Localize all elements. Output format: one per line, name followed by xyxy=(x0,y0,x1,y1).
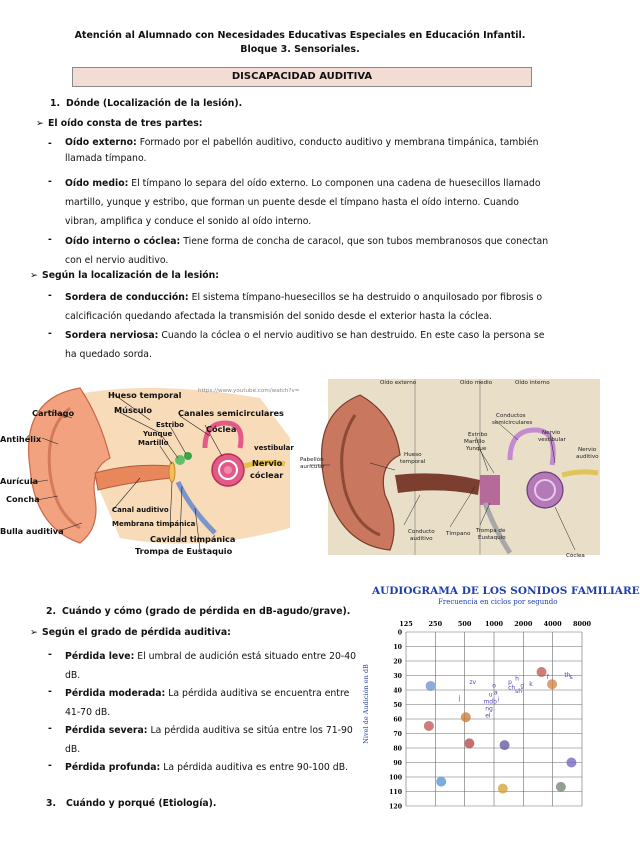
arrow-bullet-icon: ➢ xyxy=(30,270,38,281)
label-oido-externo: Oído externo xyxy=(380,380,417,386)
audiogram-y-axis-label: Nivel de Audición en dB xyxy=(361,664,370,744)
term: Oído externo: xyxy=(65,137,137,148)
label-trompa: Trompa de Eustaquio xyxy=(135,546,233,556)
list-item-perdida-profunda xyxy=(65,758,365,777)
speech-sound-label: a xyxy=(494,689,498,697)
label-estribo: Estribo xyxy=(468,432,488,438)
speech-sound-label: f xyxy=(546,673,549,681)
speech-sound-label: u xyxy=(488,691,493,699)
audiogram-grid xyxy=(370,612,600,812)
term: Oído interno o cóclea: xyxy=(65,236,181,247)
section-2-number: 2. xyxy=(46,606,57,617)
db-tick-label: 110 xyxy=(389,789,402,796)
db-tick-label: 40 xyxy=(393,687,402,695)
label-nervio: Nervio xyxy=(252,458,283,468)
speech-sound-label: th xyxy=(564,672,571,680)
speech-sound-label: g xyxy=(520,682,525,690)
db-tick-label: 70 xyxy=(393,731,402,738)
text: calcificación quedando afectada la transmisión del sonido desde el exterior hasta la cóclea. xyxy=(65,311,493,322)
list-item-perdida-severa xyxy=(65,721,365,759)
label-nervio-auditivo: Nervio xyxy=(578,447,597,453)
section-2-title: Cuándo y cómo (grado de pérdida en dB-agudo/grave). xyxy=(62,606,351,617)
sound-source-icon xyxy=(500,740,510,750)
label-coclea: Cóclea xyxy=(206,424,237,434)
label-conducto-auditivo: auditivo xyxy=(410,536,433,542)
label-musculo: Músculo xyxy=(114,405,152,415)
speech-sound-label: ng xyxy=(485,705,493,713)
speech-sound-label: i xyxy=(497,696,500,704)
sound-source-icon xyxy=(461,712,471,722)
sound-source-icon xyxy=(547,679,557,689)
label-auricula: Aurícula xyxy=(0,476,39,486)
label-hueso-temporal: Hueso temporal xyxy=(108,390,182,400)
ear-diagram-right xyxy=(300,375,600,560)
list-item-oido-externo xyxy=(65,136,585,168)
subheading-grado: Según el grado de pérdida auditiva: xyxy=(42,627,231,638)
audiogram-subtitle: Frecuencia en ciclos por segundo xyxy=(438,598,558,606)
freq-tick-label: 4000 xyxy=(543,620,562,628)
label-estribo: Estribo xyxy=(156,421,184,429)
label-conducto: Conducto xyxy=(408,529,435,535)
audiogram-title: AUDIOGRAMA DE LOS SONIDOS FAMILIARE xyxy=(372,585,640,597)
text: 41-70 dB. xyxy=(65,707,111,718)
term: Pérdida moderada: xyxy=(65,688,166,699)
dash-icon: - xyxy=(48,328,52,339)
db-tick-label: 90 xyxy=(393,760,402,767)
text: Tiene forma de concha de caracol, que son tubos membranosos que conectan xyxy=(180,236,549,247)
text: ha quedado sorda. xyxy=(65,349,152,360)
label-coclea: Cóclea xyxy=(566,553,585,559)
list-item-oido-interno xyxy=(65,232,585,270)
label-semicirculares: semicirculares xyxy=(492,420,533,426)
label-pabellon: Pabellón xyxy=(300,457,324,463)
db-tick-label: 80 xyxy=(393,745,402,753)
term: Oído medio: xyxy=(65,178,129,189)
freq-tick-label: 8000 xyxy=(572,620,592,628)
text: llamada tímpano. xyxy=(65,153,147,164)
label-martillo: Martillo xyxy=(464,439,485,445)
label-hueso: Hueso xyxy=(404,452,422,458)
freq-tick-label: 2000 xyxy=(514,620,533,628)
arrow-bullet-icon: ➢ xyxy=(36,118,44,129)
speech-sound-label: p xyxy=(508,679,512,687)
label-auditivo: auditivo xyxy=(576,454,599,460)
sound-source-icon xyxy=(424,721,434,731)
dash-icon: - xyxy=(48,723,52,734)
term: Pérdida profunda: xyxy=(65,762,161,773)
label-timpano: Tímpano xyxy=(446,531,471,537)
text: La pérdida auditiva se sitúa entre los 71-90 xyxy=(147,725,353,736)
term: Sordera nerviosa: xyxy=(65,330,159,341)
label-yunque: Yunque xyxy=(143,430,173,438)
speech-sound-label: k xyxy=(529,680,533,688)
ear-diagram-left xyxy=(0,378,300,558)
subheading-lesion: Según la localización de la lesión: xyxy=(42,270,220,281)
db-tick-label: 20 xyxy=(393,658,402,666)
text: Cuando la cóclea o el nervio auditivo se han destruido. En este caso la persona se xyxy=(158,330,545,341)
list-item-oido-medio xyxy=(65,174,585,231)
figure-source-caption: https://www.youtube.com/watch?v= xyxy=(198,388,300,394)
section-1-title: Dónde (Localización de la lesión). xyxy=(66,98,243,109)
label-membrana: Membrana timpánica xyxy=(112,520,196,528)
speech-sound-label: el xyxy=(485,712,491,720)
text: con el nervio auditivo. xyxy=(65,255,169,266)
freq-tick-label: 1000 xyxy=(484,620,504,628)
text: El umbral de audición está situado entre 20-40 xyxy=(134,651,357,662)
term: Sordera de conducción: xyxy=(65,292,189,303)
speech-sound-label: j xyxy=(458,694,461,702)
dash-icon: - xyxy=(48,760,52,771)
text: dB. xyxy=(65,744,81,755)
section-banner: DISCAPACIDAD AUDITIVA xyxy=(72,67,532,87)
dash-icon: - xyxy=(48,649,52,660)
freq-tick-label: 250 xyxy=(428,620,443,628)
list-item-perdida-moderada xyxy=(65,684,365,722)
text: El tímpano lo separa del oído externo. Lo componen una cadena de huesecillos llamado xyxy=(128,178,541,189)
label-oido-interno: Oído interno xyxy=(515,380,550,386)
dash-icon: - xyxy=(48,290,52,301)
label-vestibular: vestibular xyxy=(254,444,294,452)
dash-icon: - xyxy=(48,686,52,697)
text: martillo, yunque y estribo, que forman un puente desde el tímpano hasta el oído interno. Cuando xyxy=(65,197,519,208)
speech-sound-label: zv xyxy=(469,679,477,687)
sound-source-icon xyxy=(426,681,436,691)
label-yunque: Yunque xyxy=(466,446,487,452)
text: vibran, amplifica y conduce el sonido al oído interno. xyxy=(65,216,312,227)
label-oido-medio: Oído medio xyxy=(460,380,493,386)
sound-source-icon xyxy=(556,782,566,792)
label-trompa: Trompa de xyxy=(476,528,506,534)
document-title: Atención al Alumnado con Necesidades Educativas Especiales en Educación Infantil. xyxy=(74,30,526,41)
text: Formado por el pabellón auditivo, conducto auditivo y membrana timpánica, también xyxy=(136,137,539,148)
label-bulla: Bulla auditiva xyxy=(0,526,64,536)
list-item-perdida-leve xyxy=(65,647,365,685)
subheading-parts: El oído consta de tres partes: xyxy=(48,118,203,129)
db-tick-label: 100 xyxy=(389,774,402,782)
label-antihelix: Antihélix xyxy=(0,434,42,444)
arrow-bullet-icon: ➢ xyxy=(30,627,38,638)
freq-tick-label: 500 xyxy=(457,620,472,628)
text: La pérdida auditiva es entre 90-100 dB. xyxy=(160,762,349,773)
label-temporal: temporal xyxy=(400,459,426,465)
audiogram-chart xyxy=(370,612,600,812)
freq-tick-label: 125 xyxy=(399,620,413,628)
speech-sound-label: s xyxy=(569,673,573,681)
dash-icon: - xyxy=(48,176,52,187)
text: dB. xyxy=(65,670,81,681)
label-eustaquio: Eustaquio xyxy=(478,535,506,541)
term: Pérdida leve: xyxy=(65,651,135,662)
section-3-title: Cuándo y porqué (Etiología). xyxy=(66,798,217,809)
section-1-number: 1. xyxy=(50,98,61,109)
label-coclear: cóclear xyxy=(250,470,284,480)
speech-sound-label: ch xyxy=(508,684,516,692)
label-canal-auditivo: Canal auditivo xyxy=(112,506,169,514)
document-subtitle: Bloque 3. Sensoriales. xyxy=(240,44,360,55)
label-martillo: Martillo xyxy=(138,439,169,447)
label-cartilago: Cartílago xyxy=(32,408,75,418)
label-nervio-vestibular: Nervio xyxy=(542,430,561,436)
label-conductos: Conductos xyxy=(496,413,526,419)
db-tick-label: 120 xyxy=(389,803,402,811)
label-canales: Canales semicirculares xyxy=(178,408,284,418)
section-3-number: 3. xyxy=(46,798,57,809)
db-tick-label: 30 xyxy=(393,673,402,680)
list-item-sordera-conduccion xyxy=(65,288,585,326)
db-tick-label: 50 xyxy=(393,702,402,709)
dash-icon: - xyxy=(48,138,52,149)
sound-source-icon xyxy=(436,777,446,787)
db-tick-label: 0 xyxy=(397,629,402,637)
text: El sistema tímpano-huesecillos se ha destruido o anquilosado por fibrosis o xyxy=(188,292,543,303)
label-vestibular: vestibular xyxy=(538,437,566,443)
sound-source-icon xyxy=(498,784,508,794)
db-tick-label: 60 xyxy=(393,716,402,724)
sound-source-icon xyxy=(566,758,576,768)
speech-sound-label: o xyxy=(492,682,496,690)
speech-sound-label: h xyxy=(515,675,519,683)
label-cavidad: Cavidad timpánica xyxy=(150,534,236,544)
speech-sound-label: mdb xyxy=(483,698,497,706)
sound-source-icon xyxy=(464,738,474,748)
label-concha: Concha xyxy=(6,494,40,504)
text: La pérdida auditiva se encuentra entre xyxy=(165,688,350,699)
sound-source-icon xyxy=(537,667,547,677)
dash-icon: - xyxy=(48,234,52,245)
db-tick-label: 10 xyxy=(393,644,402,651)
speech-sound-label: sh xyxy=(515,687,523,695)
term: Pérdida severa: xyxy=(65,725,148,736)
label-auricular: auricular xyxy=(300,464,325,470)
list-item-sordera-nerviosa xyxy=(65,326,585,364)
